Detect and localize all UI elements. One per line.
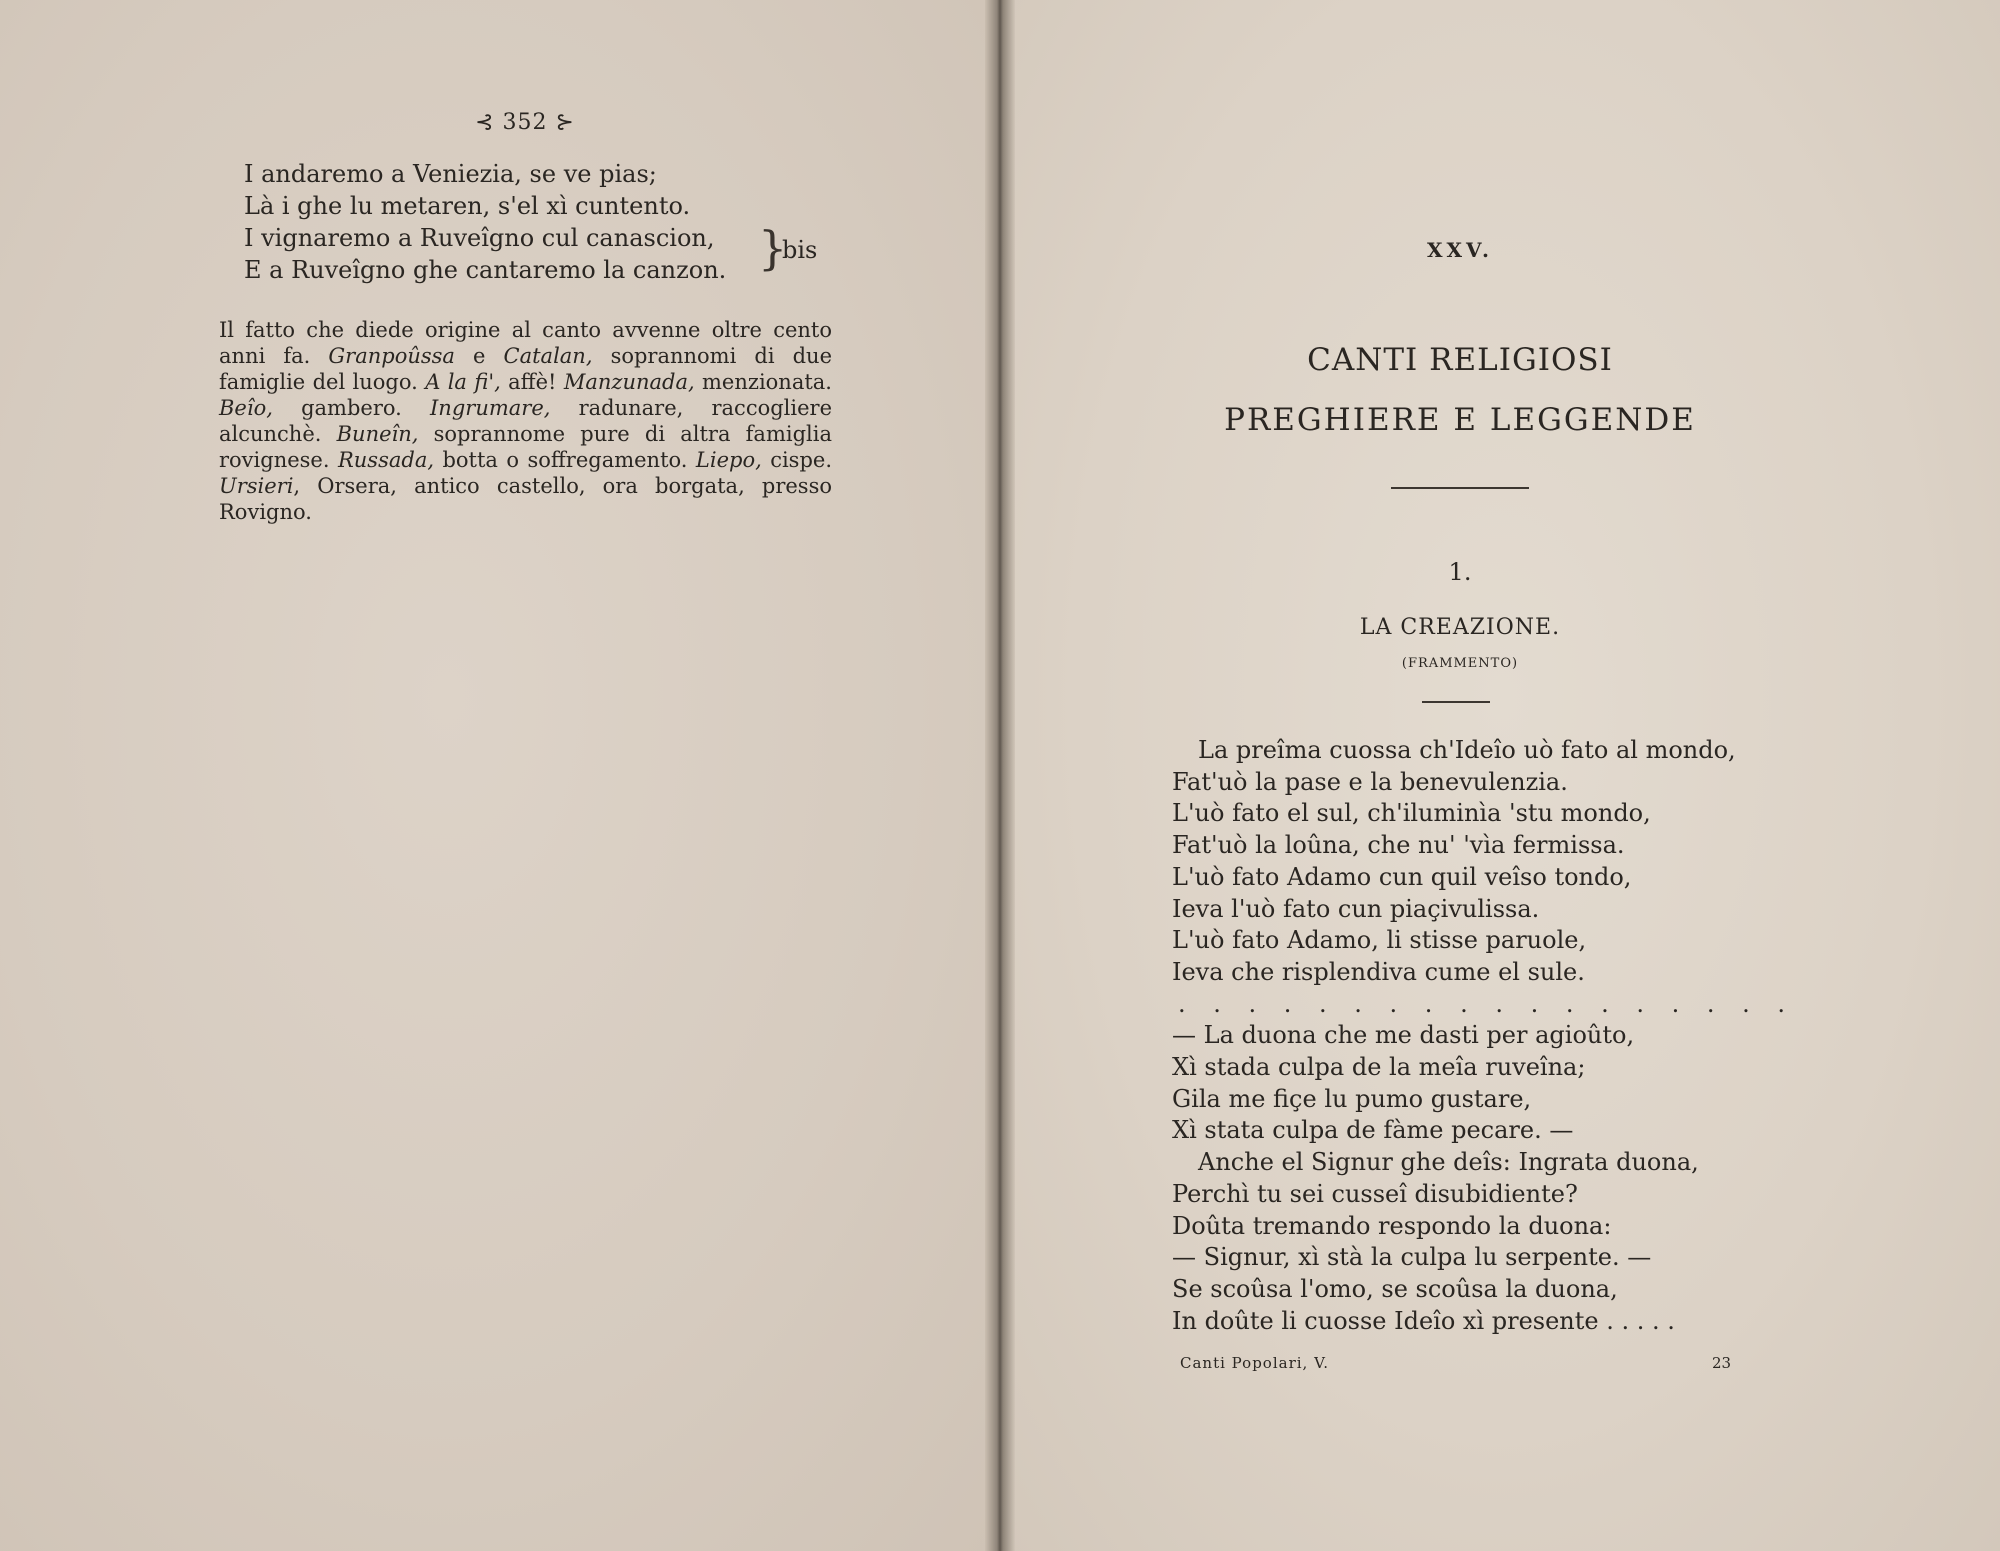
explanatory-notes [219,317,832,525]
verse-line: Là i ghe lu metaren, s'el xì cuntento. [244,192,691,220]
curly-brace-icon: } [758,221,788,275]
section-subtitle: PREGHIERE E LEGGENDE [1224,402,1696,438]
note-term: Ingrumare, [430,396,551,420]
poem-line: — La duona che me dasti per agioûto, [1172,1021,1635,1050]
note-term: Russada, [337,448,435,472]
note-text: menzionata. [694,370,832,394]
section-title: CANTI RELIGIOSI [1307,342,1613,378]
running-footer: Canti Popolari, V. [1180,1354,1330,1372]
note-text: Il fatto che diede origine al canto avvenne oltre cento anni fa. [219,318,832,368]
note-text: soprannomi di due famiglie del luogo. [219,344,833,394]
poem-line: L'uò fato Adamo, li stisse paruole, [1172,926,1587,955]
poem-subtitle: (FRAMMENTO) [1401,656,1519,671]
note-term: Granpoûssa [328,344,455,368]
poem-line: Ieva l'uò fato cun piaçivulissa. [1172,894,1540,923]
poem-line: Fat'uò la pase e la benevulenzia. [1172,767,1568,796]
note-text: radunare, raccogliere alcunchè. [219,396,832,446]
ellipsis-row: . . . . . . . . . . . . . . . . . . [1178,989,1796,1018]
poem-line: L'uò fato el sul, ch'iluminìa 'stu mondo, [1172,799,1651,828]
verse-line: I vignaremo a Ruveîgno cul canascion, [244,224,715,252]
note-term: Buneîn, [336,422,419,446]
note-term: Beîo, [219,396,273,420]
poem-line: Doûta tremando respondo la duona: [1172,1211,1612,1240]
poem-body [1172,735,1796,1337]
poem-line: Anche el Signur ghe deîs: Ingrata duona, [1198,1148,1699,1177]
poem-line: Fat'uò la loûna, che nu' 'vìa fermissa. [1172,831,1625,860]
note-text: e [454,344,504,368]
poem-line: Perchì tu sei cusseî disubidiente? [1172,1179,1578,1208]
divider [1422,701,1490,703]
note-term: A la fi', [425,370,501,394]
note-text: botta o soffregamento. [434,448,696,472]
verse-line: I andaremo a Veniezia, se ve pias; [244,160,657,188]
poem-title: LA CREAZIONE. [1359,615,1561,640]
poem-number: 1. [1448,558,1472,586]
bis-marker: bis [782,236,818,264]
left-page [0,0,995,1551]
poem-line: Xì stata culpa de fàme pecare. — [1172,1116,1574,1145]
note-term: Manzunada, [563,370,695,394]
poem-line: In doûte li cuosse Ideîo xì presente . . . . . [1172,1306,1675,1335]
poem-line: L'uò fato Adamo cun quil veîso tondo, [1172,862,1632,891]
note-text: affè! [500,370,564,394]
divider [1391,487,1529,489]
poem-line: Se scoûsa l'omo, se scoûsa la duona, [1172,1274,1618,1303]
section-number: XXV. [1426,238,1494,262]
poem-line: Xì stada culpa de la meîa ruveîna; [1172,1053,1586,1082]
page-number: ⊰ 352 ⊱ [475,110,575,135]
verse-line: E a Ruveîgno ghe cantaremo la canzon. [244,256,727,284]
note-term: Liepo, [695,448,762,472]
poem-line: Ieva che risplendiva cume el sule. [1172,957,1585,986]
poem-line: La preîma cuossa ch'Ideîo uò fato al mondo, [1198,736,1736,764]
note-term: Ursieri [219,474,294,498]
note-term: Catalan, [503,344,593,368]
poem-line: — Signur, xì stà la culpa lu serpente. — [1172,1243,1652,1272]
note-text: cispe. [761,448,832,472]
poem-line: Gila me fiçe lu pumo gustare, [1172,1084,1532,1113]
note-text: gambero. [272,396,431,420]
book-spine [985,0,1015,1551]
note-text: , Orsera, antico castello, ora borgata, presso Rovigno. [219,474,832,524]
page-number: 23 [1712,1354,1732,1372]
verse-stanza [244,158,844,286]
note-text: soprannome pure di altra famiglia rovignese. [219,422,832,472]
